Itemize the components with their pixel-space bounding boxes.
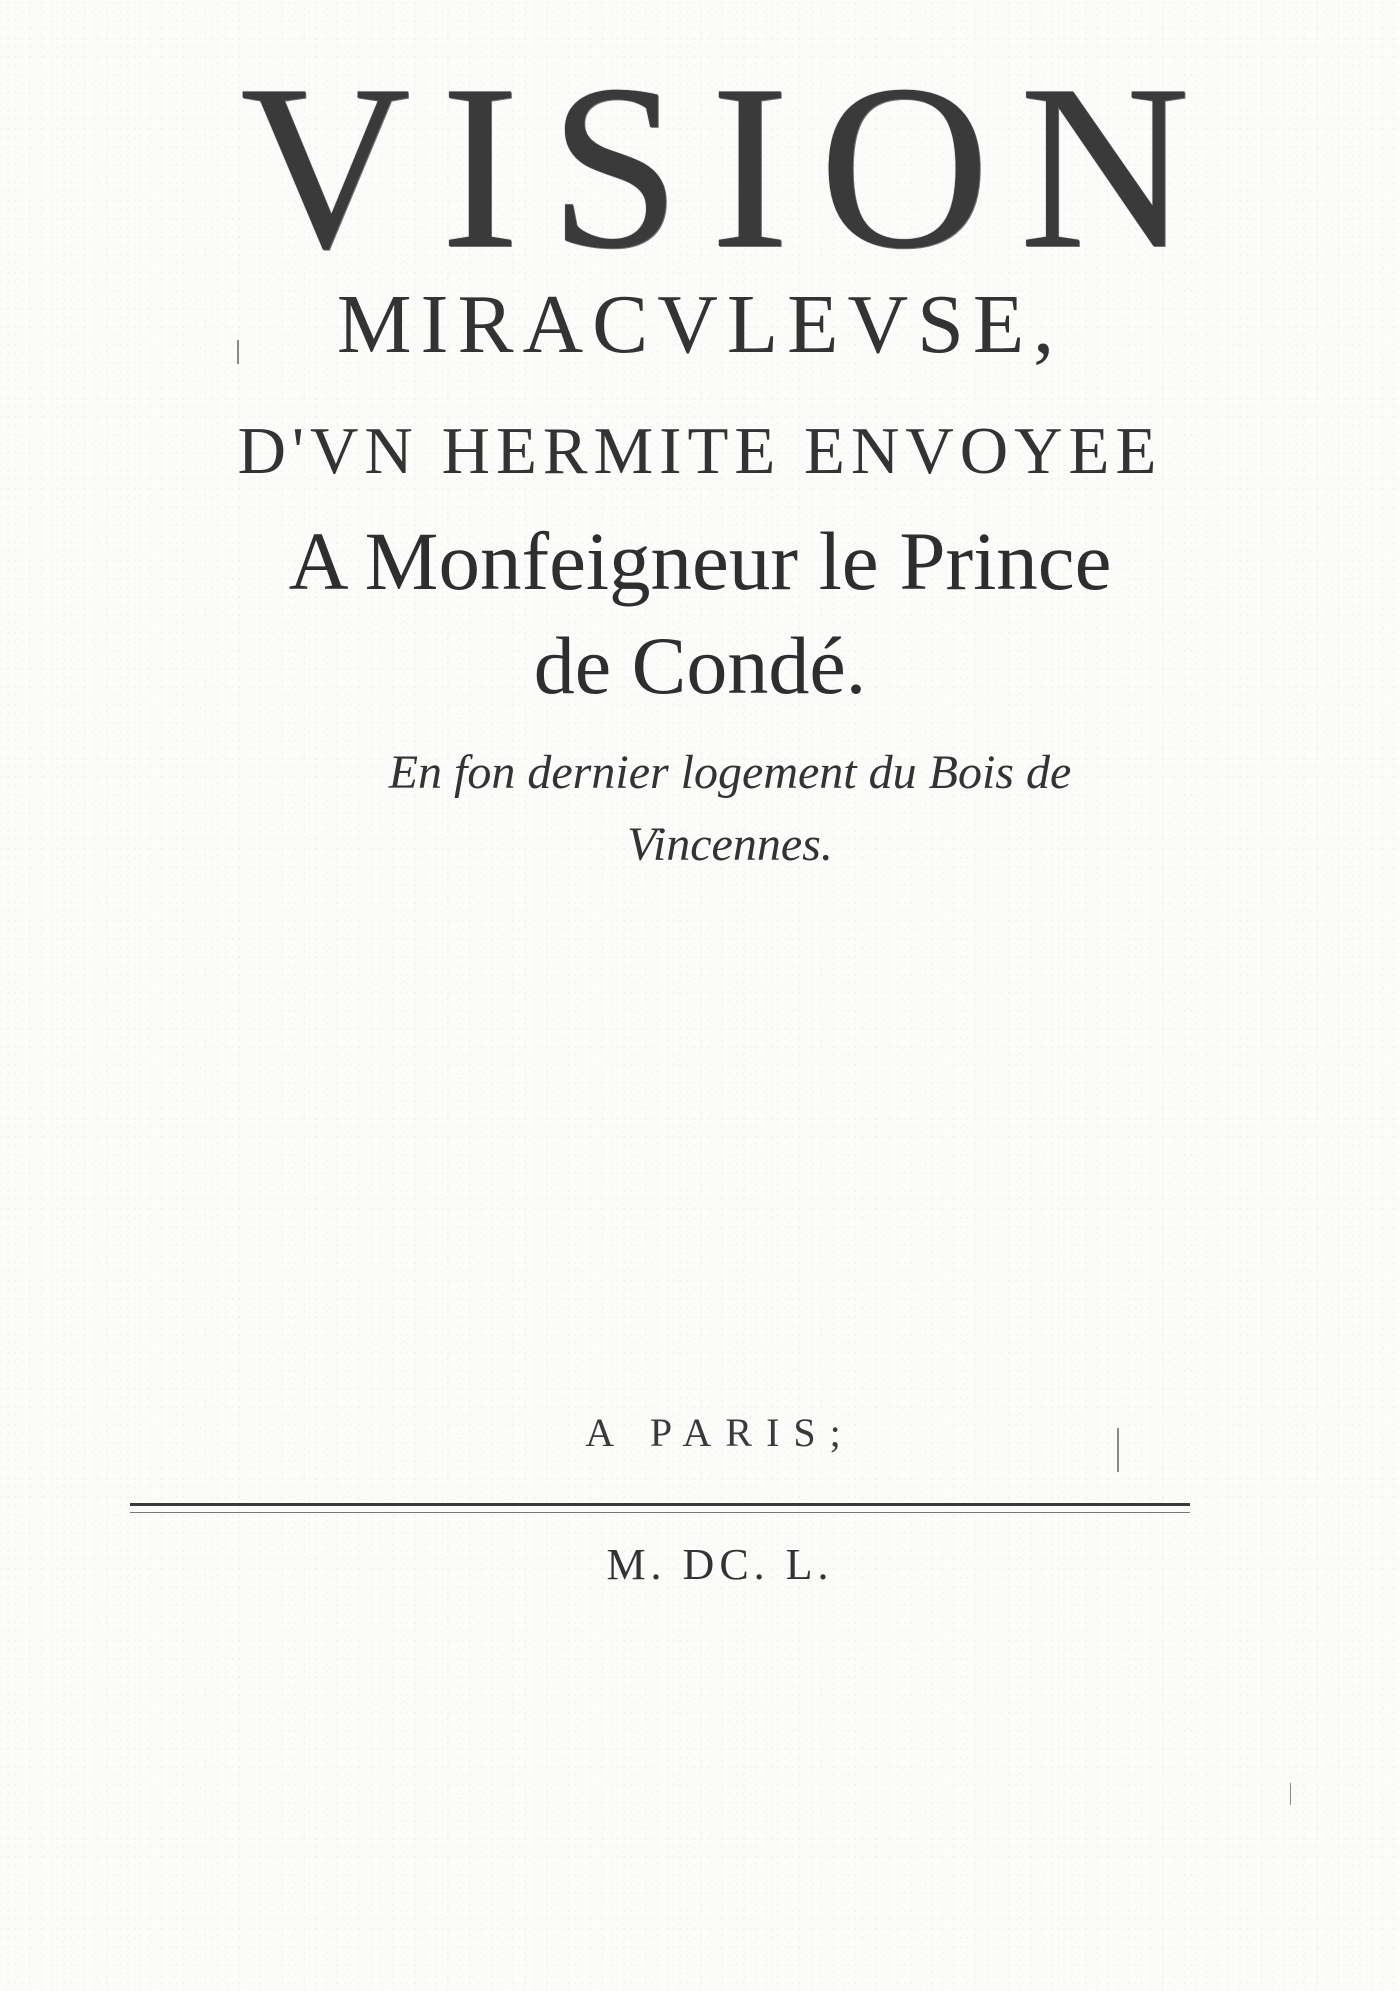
subtitle-line-2: D'VN HERMITE ENVOYEE <box>237 414 1163 488</box>
subtitle-line-1: MIRACVLEVSE, <box>336 278 1064 371</box>
dedication-line-1: En fon dernier logement du Bois de <box>388 746 1072 799</box>
subtitle-line-4: de Condé. <box>533 620 867 711</box>
page-title: VISION <box>240 37 1220 298</box>
subtitle-line-3: A Monfeigneur le Prince <box>288 515 1112 607</box>
dedication-line-2: Vincennes. <box>627 818 833 871</box>
horizontal-rule <box>130 1503 1190 1513</box>
imprint-date: M. DC. L. <box>606 1540 834 1589</box>
margin-mark <box>237 340 239 364</box>
imprint-place: A PARIS; <box>585 1410 855 1455</box>
margin-mark <box>1290 1783 1291 1805</box>
margin-mark <box>1117 1428 1119 1472</box>
